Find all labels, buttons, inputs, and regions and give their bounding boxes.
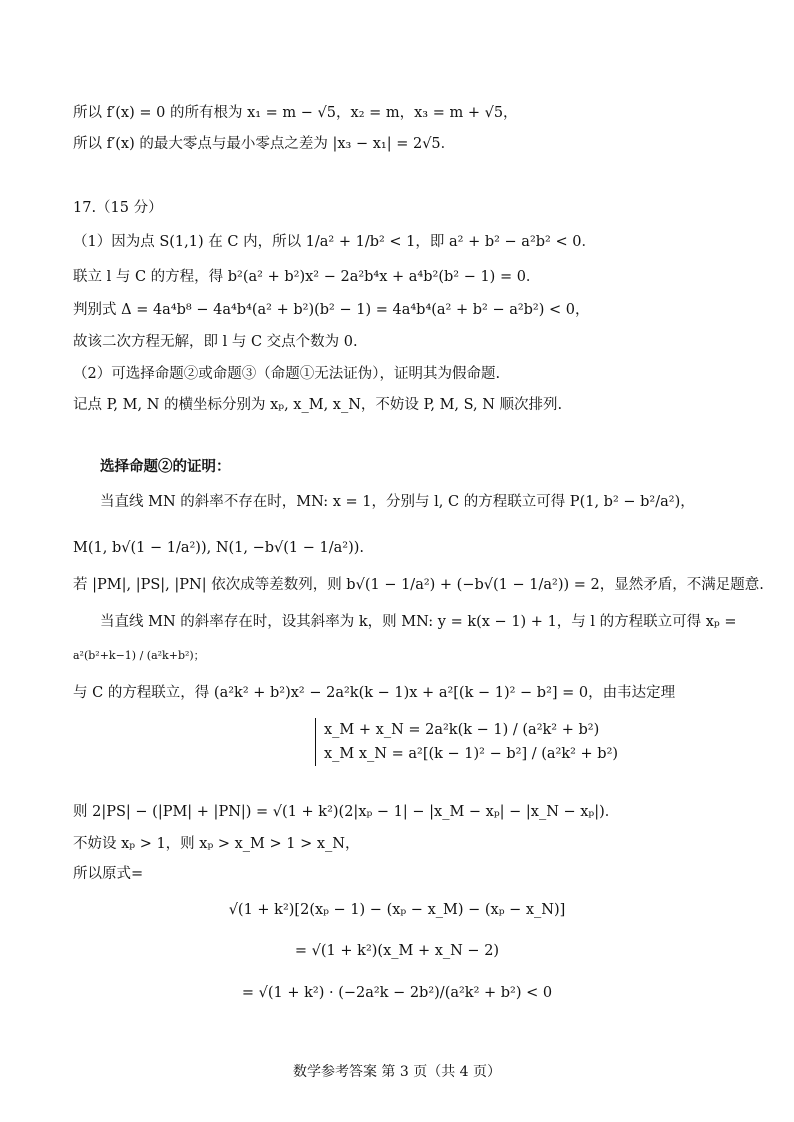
text-line: （1）因为点 S(1,1) 在 C 内，所以 1/a² + 1/b² < 1，即 a² + b² − a²b² < 0． [73, 234, 596, 250]
section-heading: 选择命题②的证明： [100, 458, 231, 475]
text-line: （2）可选择命题②或命题③（命题①无法证伪），证明其为假命题. [73, 366, 501, 382]
text-line: 若 |PM|, |PS|, |PN| 依次成等差数列，则 b√(1 − 1/a²) + (−b√(1 − 1/a²)) = 2，显然矛盾，不满足题意. [73, 577, 764, 593]
text-line: 所以原式= [73, 866, 144, 882]
vieta-product: x_M x_N = a²[(k − 1)² − b²] / (a²k² + b²) [324, 746, 619, 762]
vieta-sum: x_M + x_N = 2a²k(k − 1) / (a²k² + b²) [324, 722, 600, 738]
text-line: 所以 f′(x) 的最大零点与最小零点之差为 |x₃ − x₁| = 2√5． [73, 136, 456, 152]
text-line: 当直线 MN 的斜率不存在时，MN: x = 1，分别与 l, C 的方程联立可得 P(1, b² − b²/a²)， [100, 494, 695, 510]
text-line: 记点 P, M, N 的横坐标分别为 xₚ, x_M, x_N，不妨设 P, M, S, N 顺次排列. [73, 397, 563, 413]
text-line: 与 C 的方程联立，得 (a²k² + b²)x² − 2a²k(k − 1)x + a²[(k − 1)² − b²] = 0，由韦达定理 [73, 685, 676, 701]
text-line: 不妨设 xₚ > 1，则 xₚ > x_M > 1 > x_N， [73, 836, 360, 852]
page-footer: 数学参考答案 第 3 页（共 4 页） [292, 1064, 502, 1080]
equation-line: = √(1 + k²) · (−2a²k − 2b²)/(a²k² + b²) < 0 [241, 985, 553, 1001]
text-line: 所以 f′(x) = 0 的所有根为 x₁ = m − √5，x₂ = m，x₃ = m + √5， [73, 105, 518, 121]
equation-line: √(1 + k²)[2(xₚ − 1) − (xₚ − x_M) − (xₚ − x_N)] [228, 902, 566, 918]
text-line: 联立 l 与 C 的方程，得 b²(a² + b²)x² − 2a²b⁴x + a⁴b²(b² − 1) = 0． [73, 269, 541, 285]
text-line: 则 2|PS| − (|PM| + |PN|) = √(1 + k²)(2|xₚ − 1| − |x_M − xₚ| − |x_N − xₚ|)． [73, 804, 620, 820]
formula-xp: a²(b²+k−1) / (a²k+b²)； [73, 649, 205, 662]
text-line: 故该二次方程无解，即 l 与 C 交点个数为 0. [73, 334, 358, 350]
equation-line: = √(1 + k²)(x_M + x_N − 2) [294, 943, 500, 959]
text-line: 当直线 MN 的斜率存在时，设其斜率为 k，则 MN: y = k(x − 1) + 1，与 l 的方程联立可得 xₚ = [100, 614, 737, 630]
problem-number: 17.（15 分） [73, 200, 163, 216]
text-line: 判别式 Δ = 4a⁴b⁸ − 4a⁴b⁴(a² + b²)(b² − 1) = 4a⁴b⁴(a² + b² − a²b²) < 0， [73, 302, 590, 318]
text-line: M(1, b√(1 − 1/a²)), N(1, −b√(1 − 1/a²)). [73, 540, 365, 556]
vieta-system [315, 718, 618, 766]
